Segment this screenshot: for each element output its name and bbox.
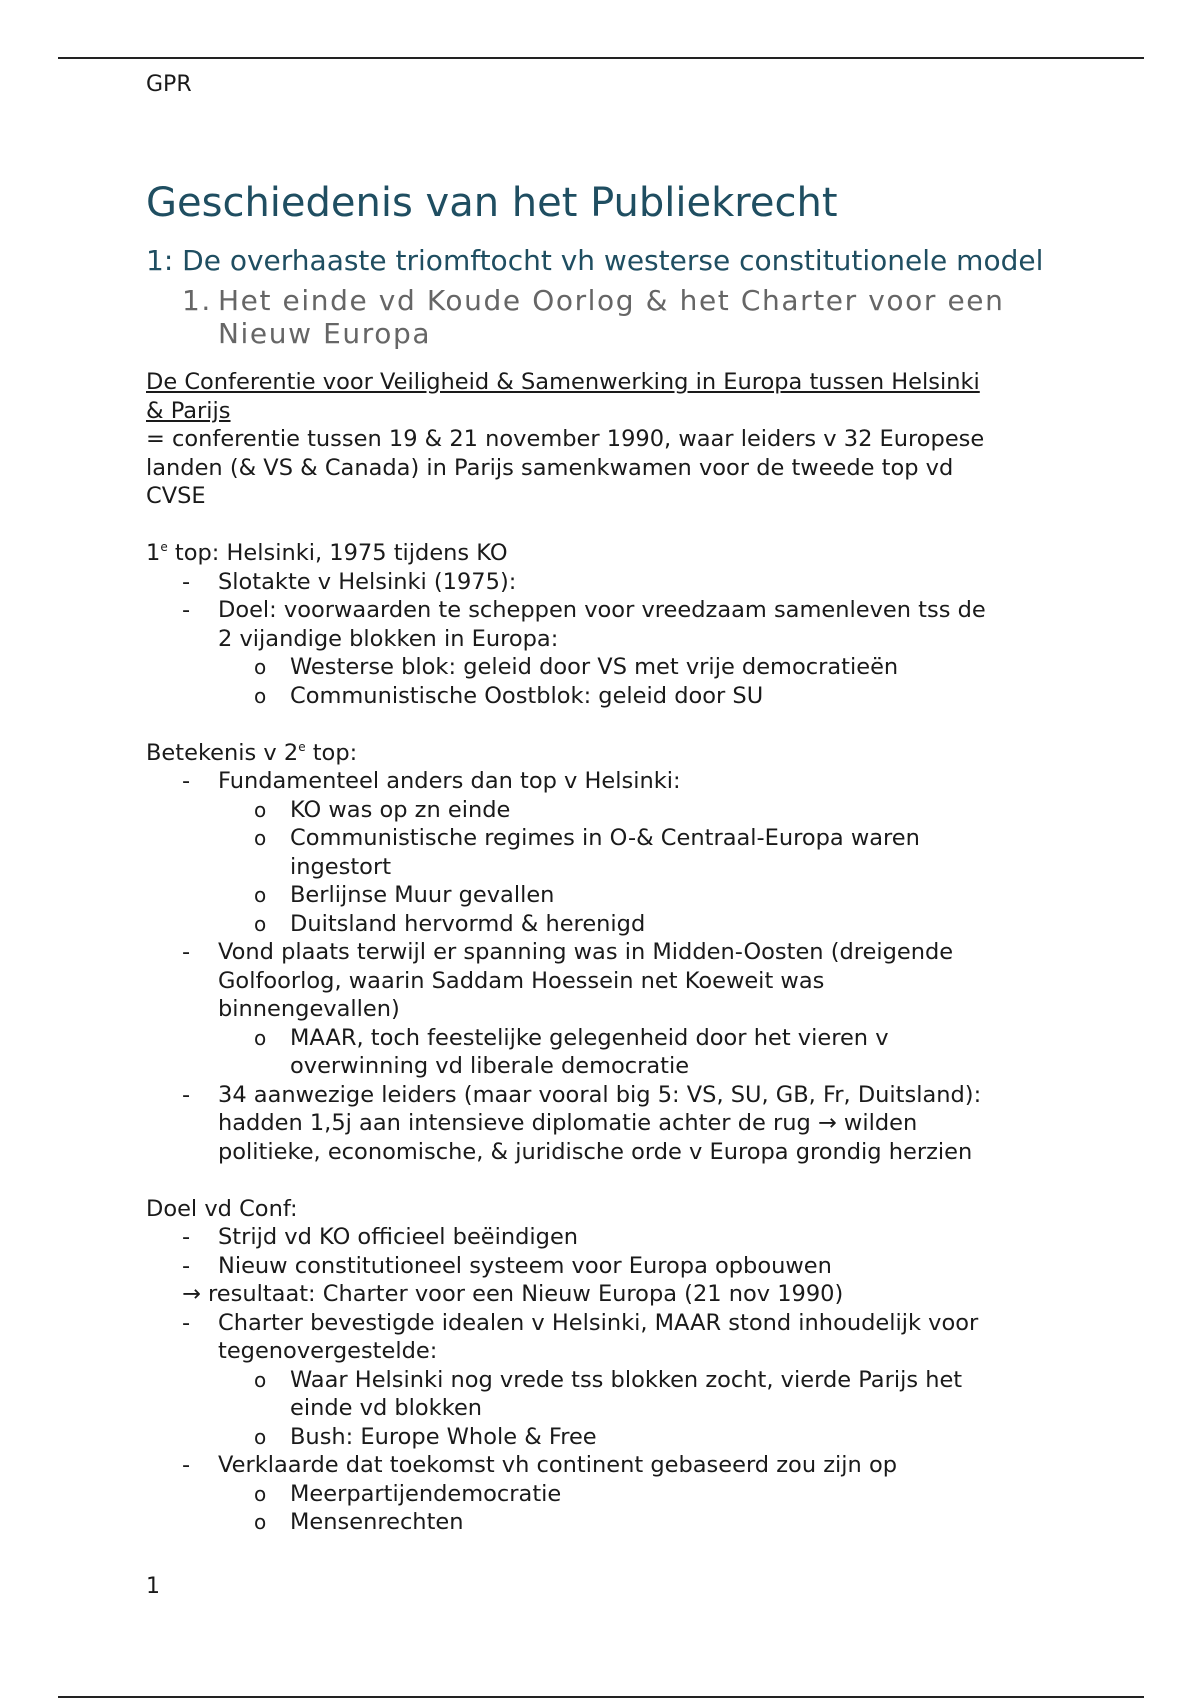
- sub-list-item: o Berlijnse Muur gevallen: [254, 882, 555, 908]
- intro-line-3: CVSE: [146, 483, 206, 509]
- sub-list-item: o Westerse blok: geleid door VS met vrije democratieën: [254, 654, 899, 680]
- list-item: - Strijd vd KO officieel beëindigen: [182, 1224, 579, 1250]
- sub-list-item: o Mensenrechten: [254, 1509, 464, 1535]
- intro-heading-line-2: & Parijs: [146, 397, 231, 424]
- running-header: GPR: [146, 72, 192, 97]
- section-number: 1.: [182, 284, 212, 317]
- circle-bullet: o: [254, 883, 267, 907]
- circle-bullet: o: [254, 911, 267, 936]
- dash-bullet: -: [182, 1309, 191, 1336]
- list-item-continuation: binnengevallen): [218, 996, 400, 1022]
- circle-bullet: o: [254, 1510, 267, 1534]
- footer-rule: [58, 1696, 1144, 1698]
- sub-list-item: o Communistische regimes in O-& Centraal-Europa waren: [254, 825, 920, 851]
- sub-list-item: o Waar Helsinki nog vrede tss blokken zocht, vierde Parijs het: [254, 1366, 963, 1393]
- sub-list-item: o Bush: Europe Whole & Free: [254, 1423, 597, 1450]
- dash-bullet: -: [182, 1252, 191, 1279]
- intro-line-1: = conferentie tussen 19 & 21 november 1990, waar leiders v 32 Europese: [146, 426, 985, 452]
- section-title-line-1: Het einde vd Koude Oorlog & het Charter voor een: [218, 284, 1005, 317]
- list-item: - 34 aanwezige leiders (maar vooral big 5: VS, SU, GB, Fr, Duitsland):: [182, 1081, 982, 1108]
- list-item-continuation: Golfoorlog, waarin Saddam Hoessein net Koeweit was: [218, 967, 825, 994]
- sub-list-item: o MAAR, toch feestelijke gelegenheid door het vieren v: [254, 1024, 889, 1051]
- page-title: Geschiedenis van het Publiekrecht: [146, 180, 838, 226]
- section-heading: [182, 284, 1004, 350]
- circle-bullet: o: [254, 797, 267, 822]
- dash-bullet: -: [182, 1081, 191, 1108]
- circle-bullet: o: [254, 826, 267, 850]
- dash-bullet: -: [182, 939, 191, 965]
- dash-bullet: -: [182, 1452, 191, 1478]
- list-item: - Doel: voorwaarden te scheppen voor vreedzaam samenleven tss de: [182, 597, 986, 623]
- sub-list-item: o Duitsland hervormd & herenigd: [254, 910, 646, 937]
- circle-bullet: o: [254, 1025, 267, 1050]
- sub-list-item-continuation: overwinning vd liberale democratie: [290, 1053, 690, 1079]
- intro-line-2: landen (& VS & Canada) in Parijs samenkwamen voor de tweede top vd: [146, 454, 954, 481]
- doel-heading: Doel vd Conf:: [146, 1195, 298, 1222]
- circle-bullet: o: [254, 1481, 267, 1506]
- list-item-continuation: hadden 1,5j aan intensieve diplomatie achter de rug → wilden: [218, 1110, 918, 1136]
- document-body: [146, 368, 1056, 1537]
- list-item-continuation: politieke, economische, & juridische orde v Europa grondig herzien: [218, 1138, 973, 1165]
- sub-list-item: o Communistische Oostblok: geleid door SU: [254, 682, 764, 709]
- list-item: - Fundamenteel anders dan top v Helsinki:: [182, 768, 681, 794]
- circle-bullet: o: [254, 1367, 267, 1392]
- list-item: - Verklaarde dat toekomst vh continent gebaseerd zou zijn op: [182, 1452, 897, 1478]
- list-item: - Slotakte v Helsinki (1975):: [182, 568, 517, 595]
- sub-list-item: o Meerpartijendemocratie: [254, 1480, 562, 1507]
- header-rule: [58, 57, 1144, 59]
- circle-bullet: o: [254, 1424, 267, 1449]
- dash-bullet: -: [182, 597, 191, 623]
- top2-heading: Betekenis v 2e top:: [146, 739, 358, 766]
- dash-bullet: -: [182, 768, 191, 794]
- circle-bullet: o: [254, 683, 267, 708]
- sub-list-item-continuation: einde vd blokken: [290, 1395, 483, 1421]
- sub-list-item-continuation: ingestort: [290, 853, 392, 880]
- list-item-continuation: tegenovergestelde:: [218, 1338, 438, 1364]
- intro-heading-line-1: De Conferentie voor Veiligheid & Samenwerking in Europa tussen Helsinki: [146, 369, 980, 395]
- chapter-heading: 1: De overhaaste triomftocht vh westerse constitutionele model: [146, 244, 1044, 277]
- dash-bullet: -: [182, 568, 191, 595]
- list-item: - Nieuw constitutioneel systeem voor Europa opbouwen: [182, 1252, 832, 1279]
- page-number: 1: [146, 1574, 160, 1599]
- result-line: → resultaat: Charter voor een Nieuw Europa (21 nov 1990): [182, 1281, 844, 1307]
- list-item: - Vond plaats terwijl er spanning was in Midden-Oosten (dreigende: [182, 939, 954, 965]
- circle-bullet: o: [254, 655, 267, 679]
- sub-list-item: o KO was op zn einde: [254, 796, 511, 823]
- list-item: - Charter bevestigde idealen v Helsinki, MAAR stond inhoudelijk voor: [182, 1309, 979, 1336]
- dash-bullet: -: [182, 1224, 191, 1250]
- section-title-line-2: Nieuw Europa: [218, 317, 432, 350]
- top1-heading: 1e top: Helsinki, 1975 tijdens KO: [146, 540, 508, 566]
- list-item-continuation: 2 vijandige blokken in Europa:: [218, 625, 559, 652]
